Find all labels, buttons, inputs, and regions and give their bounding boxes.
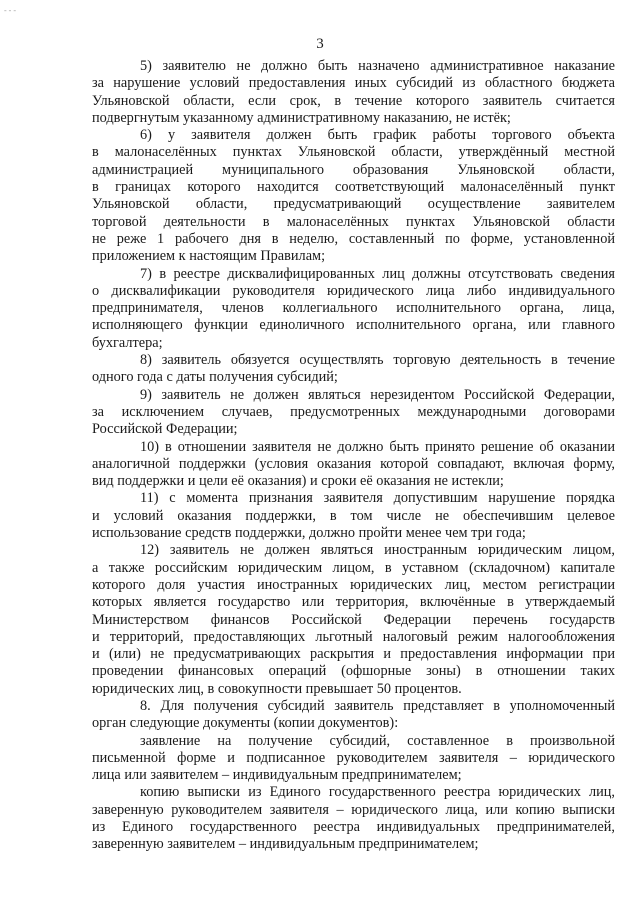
text-line: одного года с даты получения субсидий; bbox=[92, 369, 338, 386]
text-line: 9) заявитель не должен являться нерезидентом Российской Федерации, bbox=[140, 386, 615, 403]
text-line: Ульяновской области, предусматривающий осуществление заявителем bbox=[92, 196, 615, 213]
text-line: в малонаселённых пунктах Ульяновской области, утверждённый местной bbox=[92, 144, 615, 161]
text-line: лица или заявителем – индивидуальным предпринимателем; bbox=[92, 767, 462, 784]
text-line: которого доля участия иностранных юридических лиц, местом регистрации bbox=[92, 576, 615, 593]
text-line: 8) заявитель обязуется осуществлять торговую деятельность в течение bbox=[140, 352, 615, 369]
text-line: копию выписки из Единого государственного реестра юридических лиц, bbox=[140, 784, 615, 801]
text-line: администрацией муниципального образования Ульяновской области, bbox=[92, 161, 615, 178]
text-line: проведении финансовых операций (офшорные зоны) в отношении таких bbox=[92, 663, 615, 680]
text-line: Российской Федерации; bbox=[92, 421, 238, 438]
text-line: бухгалтера; bbox=[92, 334, 163, 351]
text-line: исполняющего функции единоличного исполнительного органа, или главного bbox=[92, 317, 615, 334]
text-line: 5) заявителю не должно быть назначено административное наказание bbox=[140, 58, 615, 74]
text-line: за исключением случаев, предусмотренных международными договорами bbox=[92, 403, 615, 420]
text-line: которых является государство или территория, включённые в утверждаемый bbox=[92, 594, 615, 611]
text-line: заверенную руководителем заявителя – юридического лица, или копию выписки bbox=[92, 801, 615, 818]
paragraph bbox=[92, 490, 615, 542]
text-line: 6) у заявителя должен быть график работы торгового объекта bbox=[140, 127, 615, 144]
text-line: не реже 1 рабочего дня в неделю, составленный по форме, установленной bbox=[92, 230, 615, 247]
text-line: вид поддержки и цели её оказания) и сроки её оказания не истекли; bbox=[92, 473, 504, 490]
paragraph bbox=[92, 127, 615, 265]
text-line: и территорий, предоставляющих льготный налоговый режим налогообложения bbox=[92, 628, 615, 645]
paragraph bbox=[92, 439, 615, 491]
text-line: 12) заявитель не должен являться иностранным юридическим лицом, bbox=[140, 542, 615, 559]
paragraph bbox=[92, 542, 615, 698]
text-line: Министерством финансов Российской Федерации перечень государств bbox=[92, 611, 615, 628]
paragraph bbox=[92, 266, 615, 352]
scan-mark: - - - bbox=[4, 6, 16, 15]
text-line: предпринимателя, членов коллегиального исполнительного органа, лица, bbox=[92, 300, 615, 317]
text-line: торговой деятельности в малонаселённых пунктах Ульяновской области bbox=[92, 213, 615, 230]
text-line: орган следующие документы (копии документов): bbox=[92, 715, 399, 732]
text-line: письменной форме и подписанное руководителем заявителя – юридического bbox=[92, 749, 615, 766]
document-body bbox=[92, 58, 615, 854]
text-line: приложением к настоящим Правилам; bbox=[92, 248, 326, 265]
text-line: использование средств поддержки, должно пройти менее чем три года; bbox=[92, 525, 526, 542]
text-line: а также российским юридическим лицом, в уставном (складочном) капитале bbox=[92, 559, 615, 576]
text-line: о дисквалификации руководителя юридического лица либо индивидуального bbox=[92, 282, 615, 299]
paragraph bbox=[92, 352, 615, 387]
text-line: из Единого государственного реестра индивидуальных предпринимателей, bbox=[92, 819, 615, 836]
text-line: 8. Для получения субсидий заявитель представляет в уполномоченный bbox=[140, 697, 615, 714]
paragraph bbox=[92, 784, 615, 853]
text-line: подвергнутым указанному административному наказанию, не истёк; bbox=[92, 109, 511, 126]
paragraph bbox=[92, 733, 615, 785]
text-line: юридических лиц, в совокупности превышает 50 процентов. bbox=[92, 680, 462, 697]
text-line: аналогичной поддержки (условия оказания которой совпадают, включая форму, bbox=[92, 455, 615, 472]
paragraph bbox=[92, 698, 615, 733]
paragraph bbox=[92, 387, 615, 439]
text-line: Ульяновской области, если срок, в течение которого заявитель считается bbox=[92, 92, 615, 109]
text-line: 11) с момента признания заявителя допустившим нарушение порядка bbox=[140, 490, 615, 507]
text-line: и условий оказания поддержки, в том числе не обеспечившим целевое bbox=[92, 507, 615, 524]
text-line: за нарушение условий предоставления иных субсидий из областного бюджета bbox=[92, 75, 615, 92]
page-number: 3 bbox=[316, 36, 324, 52]
text-line: в границах которого находится соответствующий малонаселённый пункт bbox=[92, 179, 615, 196]
text-line: и (или) не предусматривающих раскрытия и предоставления информации при bbox=[92, 646, 615, 663]
paragraph bbox=[92, 58, 615, 127]
text-line: 10) в отношении заявителя не должно быть принято решение об оказании bbox=[140, 438, 615, 455]
text-line: 7) в реестре дисквалифицированных лиц должны отсутствовать сведения bbox=[140, 265, 615, 282]
text-line: заверенную заявителем – индивидуальным предпринимателем; bbox=[92, 836, 479, 853]
text-line: заявление на получение субсидий, составленное в произвольной bbox=[140, 732, 615, 749]
